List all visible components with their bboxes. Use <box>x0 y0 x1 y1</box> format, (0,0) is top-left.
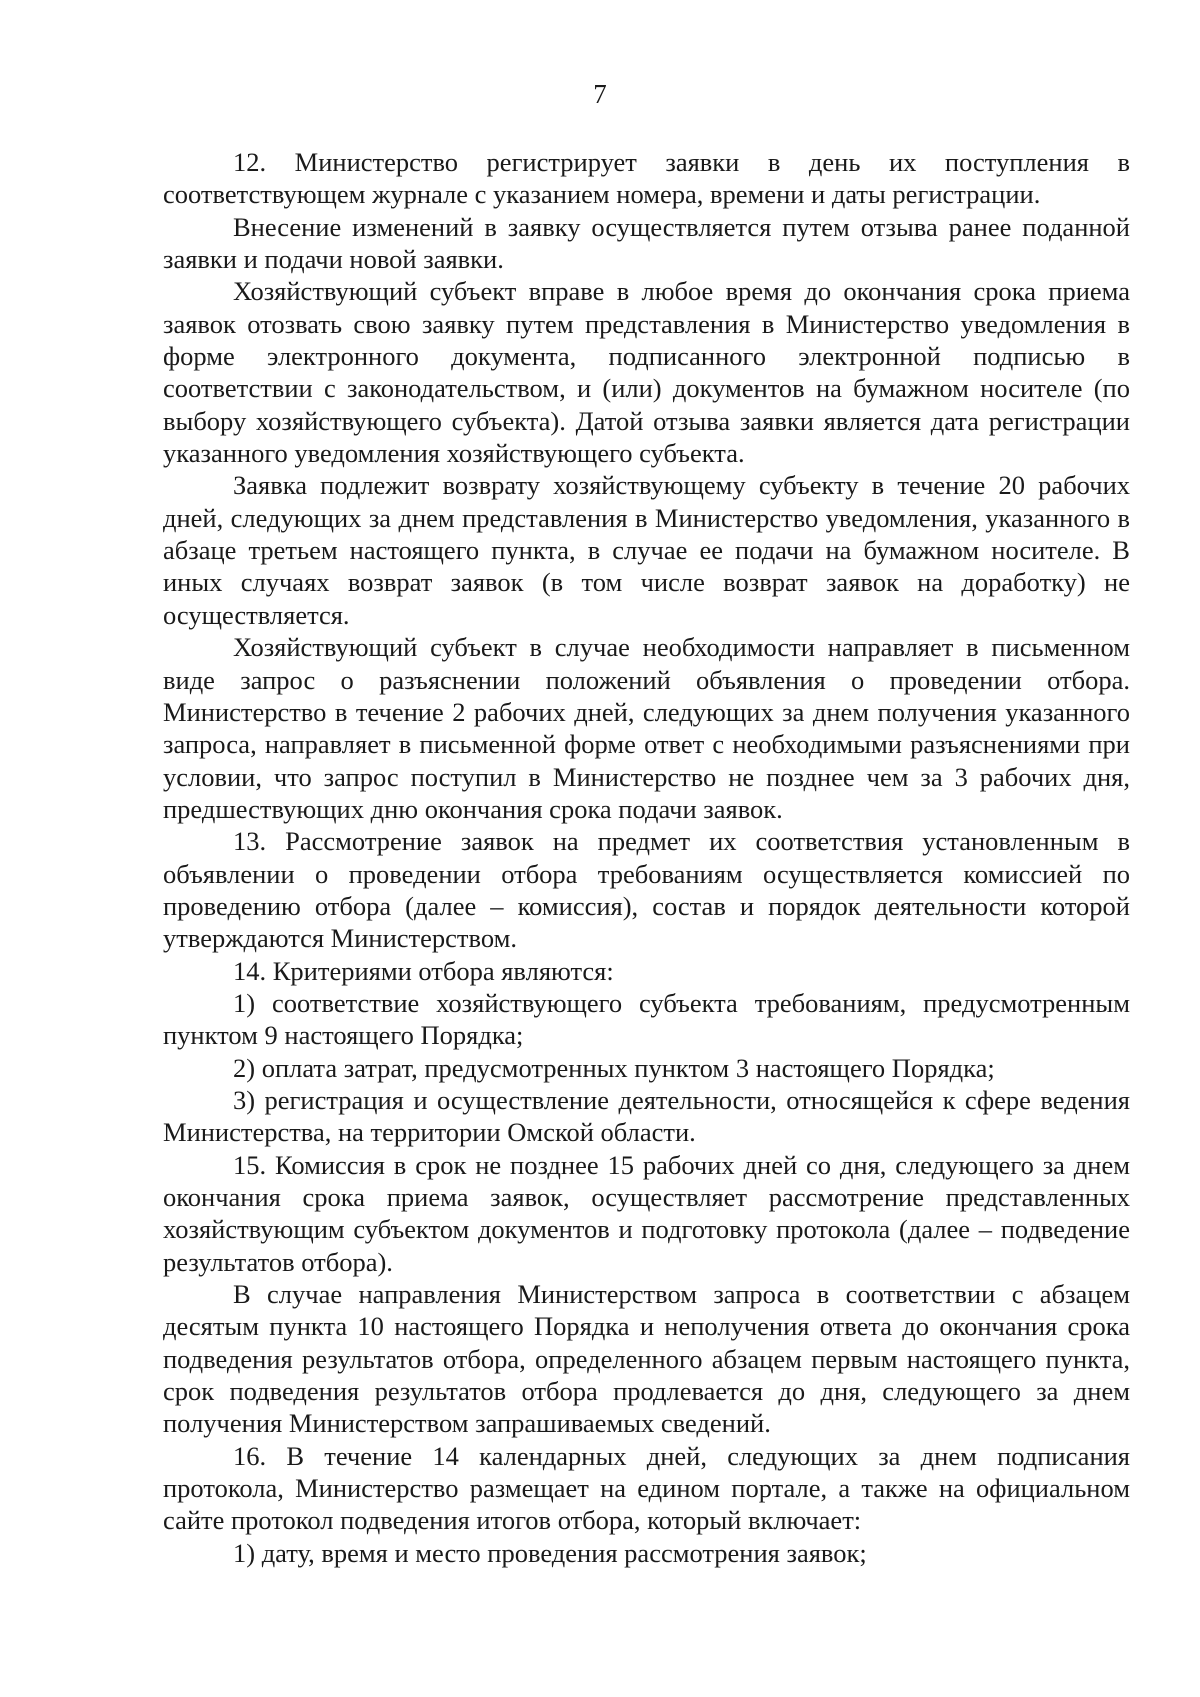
list-item-protocol-1: 1) дату, время и место проведения рассмотрения заявок; <box>233 1537 867 1568</box>
paragraph-review-extension: В случае направления Министерством запроса в соответствии с абзацем десятым пункта 10 настоящего Порядка и неполучения ответа до окончания срока подведения результатов отбора, определенного абзацем первым настоящего пункта, срок подведения результатов отбора продлевается до дня, следующего за днем получения Министерством запрашиваемых сведений. <box>163 1279 1130 1439</box>
paragraph-application-withdrawal: Хозяйствующий субъект вправе в любое время до окончания срока приема заявок отозвать свою заявку путем представления в Министерство уведомления в форме электронного документа, подписанного электронной подписью в соответствии с законодательством, и (или) документов на бумажном носителе (по выбору хозяйствующего субъекта). Датой отзыва заявки является дата регистрации указанного уведомления хозяйствующего субъекта. <box>163 276 1130 469</box>
paragraph-clarification-request: Хозяйствующий субъект в случае необходимости направляет в письменном виде запрос о разъяснении положений объявления о проведении отбора. Министерство в течение 2 рабочих дней, следующих за днем получения указанного запроса, направляет в письменной форме ответ с необходимыми разъяснениями при условии, что запрос поступил в Министерство не позднее чем за 3 рабочих дня, предшествующих дню окончания срока подачи заявок. <box>163 632 1130 824</box>
list-item-criterion-1: 1) соответствие хозяйствующего субъекта требованиям, предусмотренным пунктом 9 настоящего Порядка; <box>163 987 1130 1051</box>
paragraph-application-return: Заявка подлежит возврату хозяйствующему субъекту в течение 20 рабочих дней, следующих за днем представления в Министерство уведомления, указанного в абзаце третьем настоящего пункта, в случае ее подачи на бумажном носителе. В иных случаях возврат заявок (в том числе возврат заявок на доработку) не осуществляется. <box>163 470 1130 630</box>
paragraph-application-changes: Внесение изменений в заявку осуществляется путем отзыва ранее поданной заявки и подачи новой заявки. <box>163 211 1130 275</box>
paragraph-14-criteria-heading: 14. Критериями отбора являются: <box>233 955 614 986</box>
document-body <box>163 146 1130 1569</box>
paragraph-15-review-period: 15. Комиссия в срок не позднее 15 рабочих дней со дня, следующего за днем окончания срока приема заявок, осуществляет рассмотрение представленных хозяйствующим субъектом документов и подготовку протокола (далее – подведение результатов отбора). <box>163 1149 1130 1277</box>
paragraph-13-commission: 13. Рассмотрение заявок на предмет их соответствия установленным в объявлении о проведении отбора требованиям осуществляется комиссией по проведению отбора (далее – комиссия), состав и порядок деятельности которой утверждаются Министерством. <box>163 826 1130 954</box>
list-item-criterion-2: 2) оплата затрат, предусмотренных пунктом 3 настоящего Порядка; <box>233 1052 995 1083</box>
list-item-criterion-3: 3) регистрация и осуществление деятельности, относящейся к сфере ведения Министерства, на территории Омской области. <box>163 1084 1130 1148</box>
page-number: 7 <box>593 79 607 109</box>
paragraph-16-protocol-publication: 16. В течение 14 календарных дней, следующих за днем подписания протокола, Министерство размещает на едином портале, а также на официальном сайте протокол подведения итогов отбора, который включает: <box>163 1440 1130 1536</box>
paragraph-12-registration: 12. Министерство регистрирует заявки в день их поступления в соответствующем журнале с указанием номера, времени и даты регистрации. <box>163 147 1130 210</box>
